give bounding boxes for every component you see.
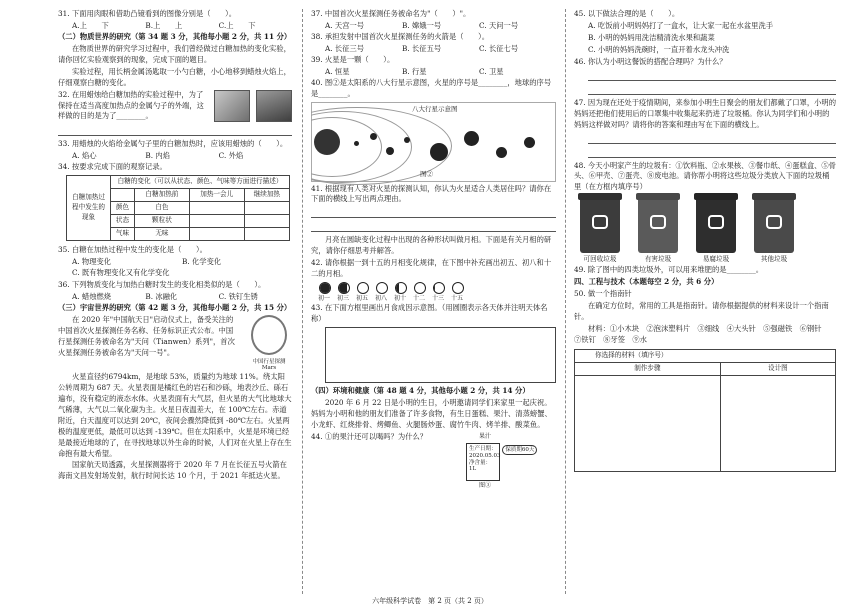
q31-option-a: A.上 下 (72, 20, 109, 30)
section-3-paragraph-2: 火星直径约6794km，是地球 53%，质量约为地球 11%。绕太阳公转周期为 687 天。火星表面是橘红色的岩石和沙砾，地表沙丘、砾石遍布，没有稳定的液态水体。火星表面有大气层，但火星的大气比地球大气稀薄，大气以二氧化碳为主。火星日夜温差大，在 100℃左右。赤道附近，白天温度可以达到 20℃，夜间会骤然降低到 -80℃左右。火星两极的温度更低，最低可以达到 -139℃。但在太阳系中，火星是环境已经是最接近地球的了，在寻找地球以外生命的时候，人们对在火星上存在生命抱有最大希望。 (58, 371, 292, 458)
figure-2-label: 图② (420, 169, 433, 178)
question-50-description: 在确定方位时，常用的工具是指南针。请你根据提供的材料来设计一个指南针。 (574, 301, 829, 321)
materials-choice-cell[interactable]: 你选择的材料（填序号） (575, 349, 836, 362)
question-46: 46. 你认为小明这餐饭的搭配合理吗？为什么？ (574, 56, 727, 66)
question-45: 45. 以下做法合理的是（ ）。 (574, 9, 680, 18)
q37-option-c: C. 天问一号 (479, 20, 519, 30)
food-waste-bin[interactable] (696, 197, 736, 253)
juice-label: 生产日期：2020.05.03 净含量：1L (466, 443, 500, 481)
q36-option-b: B. 冰融化 (145, 291, 178, 301)
q36-option-c: C. 铁钉生锈 (218, 291, 258, 301)
bin-labels: 可回收垃圾 有害垃圾 易腐垃圾 其他垃圾 (583, 255, 788, 264)
steps-header: 制作步骤 (575, 362, 721, 375)
question-50: 50. 做一个指南针 (574, 289, 632, 299)
question-32: 32. 在用蜡烛给白糖加热的实验过程中，为了保持在适当高度加热点的金属勺子的外端，这样做的目的是为了________。 (58, 89, 204, 121)
shelf-life-tag: 保质期60天 (502, 445, 537, 455)
question-41: 41. 根据现有人类对火星的探测认知，你认为火星适合人类居住吗？请你在下面的横线上写出两点理由。 (311, 183, 552, 204)
compass-design-table (574, 349, 836, 472)
section-3-paragraph-1: 在 2020 年"中国航天日"启动仪式上，备受关注的中国首次火星探测任务名称、任务标识正式公布。中国行星探测任务被命名为"天问（Tianwen）系列"，首次火星探测任务被命名为"天问一号"。 (58, 314, 235, 357)
q38-options (325, 44, 556, 55)
q46-answer-line-2[interactable] (588, 84, 836, 95)
q33-option-b: B. 内焰 (145, 151, 170, 161)
question-38: 38. 承担发射中国首次火星探测任务的火箭是（ ）。 (311, 31, 490, 41)
q39-option-c: C. 卫星 (479, 66, 504, 76)
moon-phases (319, 282, 556, 294)
recycle-icon (592, 215, 608, 229)
planet-icon (404, 137, 410, 143)
q37-options (325, 21, 556, 32)
section-3-paragraph-3: 国家航天局透露，火星探测器将于 2020 年 7 月在长征五号火箭在海南文昌发射场发射，航行时间长达 10 个月，于 2021 年抵达火星。 (58, 460, 287, 481)
q35-option-b: B. 化学变化 (182, 257, 222, 267)
q37-option-b: B. 嫦娥一号 (402, 20, 442, 30)
q35-option-c: C. 既有物理变化又有化学变化 (72, 268, 170, 278)
section-2-intro2: 实验过程，用长柄金属汤匙取一小勺白糖，小心地移到蜡烛火焰上，仔细观察白糖的变化。 (58, 66, 291, 87)
question-31: 31. 下面用肉眼和借助凸镜看到的图像分别是（ ）。 (58, 9, 237, 18)
q38-option-a: A. 长征三号 (325, 43, 365, 53)
section-2-intro: 在物质世界的研究学习过程中，我们曾经做过白糖加热的变化实验，请你回忆实验观察到的现象，完成下面的题目。 (58, 43, 291, 64)
garbage-bins (580, 197, 836, 253)
q35-options (72, 257, 292, 268)
question-43: 43. 在下面方框里画出月食成因示意图。（用圆圈表示各天体并注明天体名称） (311, 303, 548, 324)
juice-box-figure (460, 432, 556, 490)
hazard-icon (650, 215, 666, 229)
q46-answer-line-1[interactable] (588, 70, 836, 81)
column-right (574, 9, 836, 594)
materials-list: 材料：①小木块 ②泡沫塑料片 ③细线 ④大头针 ⑤强磁铁 ⑥钢针 ⑦铁钉 ⑧牙签 ⑨水 (574, 323, 829, 344)
q39-options (325, 67, 556, 78)
section-3-title: （三）宇宙世界的研究（第 42 题 3 分，其他每小题 2 分，共 15 分） (58, 302, 292, 312)
q39-option-a: A. 恒星 (325, 66, 350, 76)
hazardous-bin[interactable] (638, 197, 678, 253)
logo-rings-icon (251, 315, 287, 355)
q31-option-b: B.上 上 (145, 20, 183, 30)
table-col-continue: 继续加热 (244, 189, 289, 202)
mars-mission-logo (246, 315, 292, 372)
recyclable-bin[interactable] (580, 197, 620, 253)
section-5-title: 四、工程与技术（本题每空 2 分，共 6 分） (574, 277, 719, 287)
section-4-paragraph: 2020 年 6 月 22 日是小明的生日，小明邀请同学们来家里一起庆祝。妈妈为小明和他的朋友们准备了许多食物，有生日蛋糕、果汁、清蒸螃蟹、小龙虾、红烧排骨、烤鲫鱼、火腿肠炒蛋、腐竹牛肉、烤羊排、酸菜鱼。 (311, 397, 552, 429)
q36-option-a: A. 蜡烛燃烧 (72, 291, 112, 301)
moon-phase-icon (319, 282, 331, 294)
q31-option-c: C.上 下 (218, 20, 256, 30)
question-44: 44. ①的果汁还可以喝吗？为什么？ (311, 431, 428, 441)
planet-icon (430, 143, 448, 161)
table-header: 白糖的变化（可以从状态、颜色、气味等方面进行描述） (111, 176, 290, 189)
eclipse-drawing-box[interactable] (325, 327, 556, 383)
page-footer: 六年级科学试卷 第 2 页（共 2 页） (372, 597, 488, 605)
question-36: 36. 下列物质变化与加热白糖时发生的变化相类似的是（ ）。 (58, 280, 266, 289)
moon-phase-icon (433, 282, 445, 294)
observation-table (66, 175, 290, 241)
q47-answer-line-2[interactable] (588, 147, 836, 158)
table-row: 气味 无味 (67, 228, 290, 241)
section-4-title: （四）环境和健康（第 48 题 4 分，其他每小题 2 分，共 14 分） (311, 386, 530, 395)
table-row: 状态 颗粒状 (67, 215, 290, 228)
q37-option-a: A. 天宫一号 (325, 20, 365, 30)
moon-phase-icon (452, 282, 464, 294)
question-49: 49. 除了图中的四类垃圾外，可以用来堆肥的是________。 (574, 265, 764, 275)
question-48: 48. 今天小明家产生的垃圾有：①饮料瓶、②水果核、③餐巾纸、④蛋糕盒、⑤骨头、⑥甲壳、⑦蛋壳、⑧废电池。请你帮小明将这些垃圾分类放入下面的垃圾桶里（在方框内填序号） (574, 160, 836, 192)
q31-options (72, 21, 292, 32)
q32-answer-line[interactable] (58, 125, 292, 136)
moon-phase-intro: 月亮在圆缺变化过程中出现的各种形状叫做月相。下面是有关月相的研究，请你仔细思考并解答。 (311, 235, 552, 256)
q38-option-b: B. 长征五号 (402, 43, 442, 53)
column-middle (311, 9, 556, 594)
q45-option-c: C. 小明的妈妈洗碗时，一直开着水龙头冲洗 (588, 44, 730, 54)
q45-option-b: B. 小明的妈妈用洗洁精清洗水果和蔬菜 (588, 32, 715, 42)
section-2-title: （二）物质世界的研究（第 34 题 3 分，其他每小题 2 分，共 11 分） (58, 31, 292, 41)
column-left (58, 9, 292, 594)
q35-option-a: A. 物理变化 (72, 257, 112, 267)
q47-answer-line-1[interactable] (588, 133, 836, 144)
q33-option-a: A. 焰心 (72, 151, 97, 161)
moon-phase-labels: 初一 初三 初五 初八 初十 十二 十三 十五 (317, 295, 463, 303)
tianwen-block (58, 315, 292, 372)
question-33: 33. 用蜡烛的火焰给金属勺子里的白糖加热时，应该用蜡烛的（ ）。 (58, 139, 288, 149)
food-waste-icon (708, 215, 724, 229)
moon-phase-icon[interactable] (357, 282, 369, 294)
question-40: 40. 图②是太阳系的八大行星示意图，火星的序号是________，地球的序号是________。 (311, 77, 552, 98)
column-divider-1 (302, 9, 303, 594)
q32-block (58, 90, 292, 124)
experiment-photo-2 (256, 90, 292, 122)
table-row: 颜色 白色 (67, 202, 290, 215)
moon-phase-icon[interactable] (414, 282, 426, 294)
q33-option-c: C. 外焰 (218, 151, 244, 161)
moon-phase-icon[interactable] (376, 282, 388, 294)
table-row-label: 白糖加热过程中发生的现象 (67, 176, 111, 241)
juice-title: 果汁 (478, 432, 491, 440)
question-37: 37. 中国首次火星探测任务被命名为"（ ）"。 (311, 9, 471, 18)
q39-option-b: B. 行星 (402, 66, 427, 76)
q38-option-c: C. 长征七号 (479, 43, 519, 53)
figure-3-label: 图③ (478, 481, 491, 489)
design-cell[interactable] (720, 375, 835, 471)
planet-icon (354, 141, 359, 146)
q33-options (72, 151, 292, 162)
planet-icon (386, 147, 394, 155)
planet-icon (464, 131, 479, 146)
planet-icon (524, 137, 535, 148)
planet-icon (370, 133, 377, 140)
q45-option-a: A. 吃饭前小明妈妈打了一盒水，让大家一起在水盆里洗手 (588, 20, 774, 30)
table-col-heat: 加热一会儿 (189, 189, 244, 202)
question-35: 35. 白糖在加热过程中发生的变化是（ ）。 (58, 245, 207, 255)
other-waste-icon (766, 215, 782, 229)
steps-cell[interactable] (575, 375, 721, 471)
solar-system-diagram (311, 102, 556, 182)
q41-answer-line-1[interactable] (311, 207, 556, 218)
q41-answer-line-2[interactable] (311, 221, 556, 232)
moon-phase-icon (338, 282, 350, 294)
question-42: 42. 请你根据一到十五的月相变化规律，在下图中补充画出初五、初八和十二的月相。 (311, 258, 552, 279)
q44-block (311, 432, 556, 490)
q36-options (72, 292, 292, 303)
experiment-photo-1 (214, 90, 250, 122)
diagram-title: 八大行星示意图 (412, 104, 458, 113)
logo-caption: 中国行星探测 Mars (252, 358, 286, 372)
moon-phase-icon (395, 282, 407, 294)
question-47: 47. 因为现在还处于疫情期间，来参加小明生日聚会的朋友们都戴了口罩，小明的妈妈还把他们使用后的口罩集中收集起来扔进了垃圾桶。你认为同学们和小明的妈妈这样做对吗？请将你的答案和理由写在下面的横线上。 (574, 97, 836, 129)
planet-icon (496, 147, 507, 158)
sun-icon (314, 129, 340, 155)
question-34: 34. 按要求完成下面的观察记录。 (58, 162, 167, 172)
table-col-before: 白糖加热前 (135, 189, 190, 202)
column-divider-2 (565, 9, 566, 594)
design-header: 设计图 (720, 362, 835, 375)
other-waste-bin[interactable] (754, 197, 794, 253)
question-39: 39. 火星是一颗（ ）。 (311, 54, 395, 64)
